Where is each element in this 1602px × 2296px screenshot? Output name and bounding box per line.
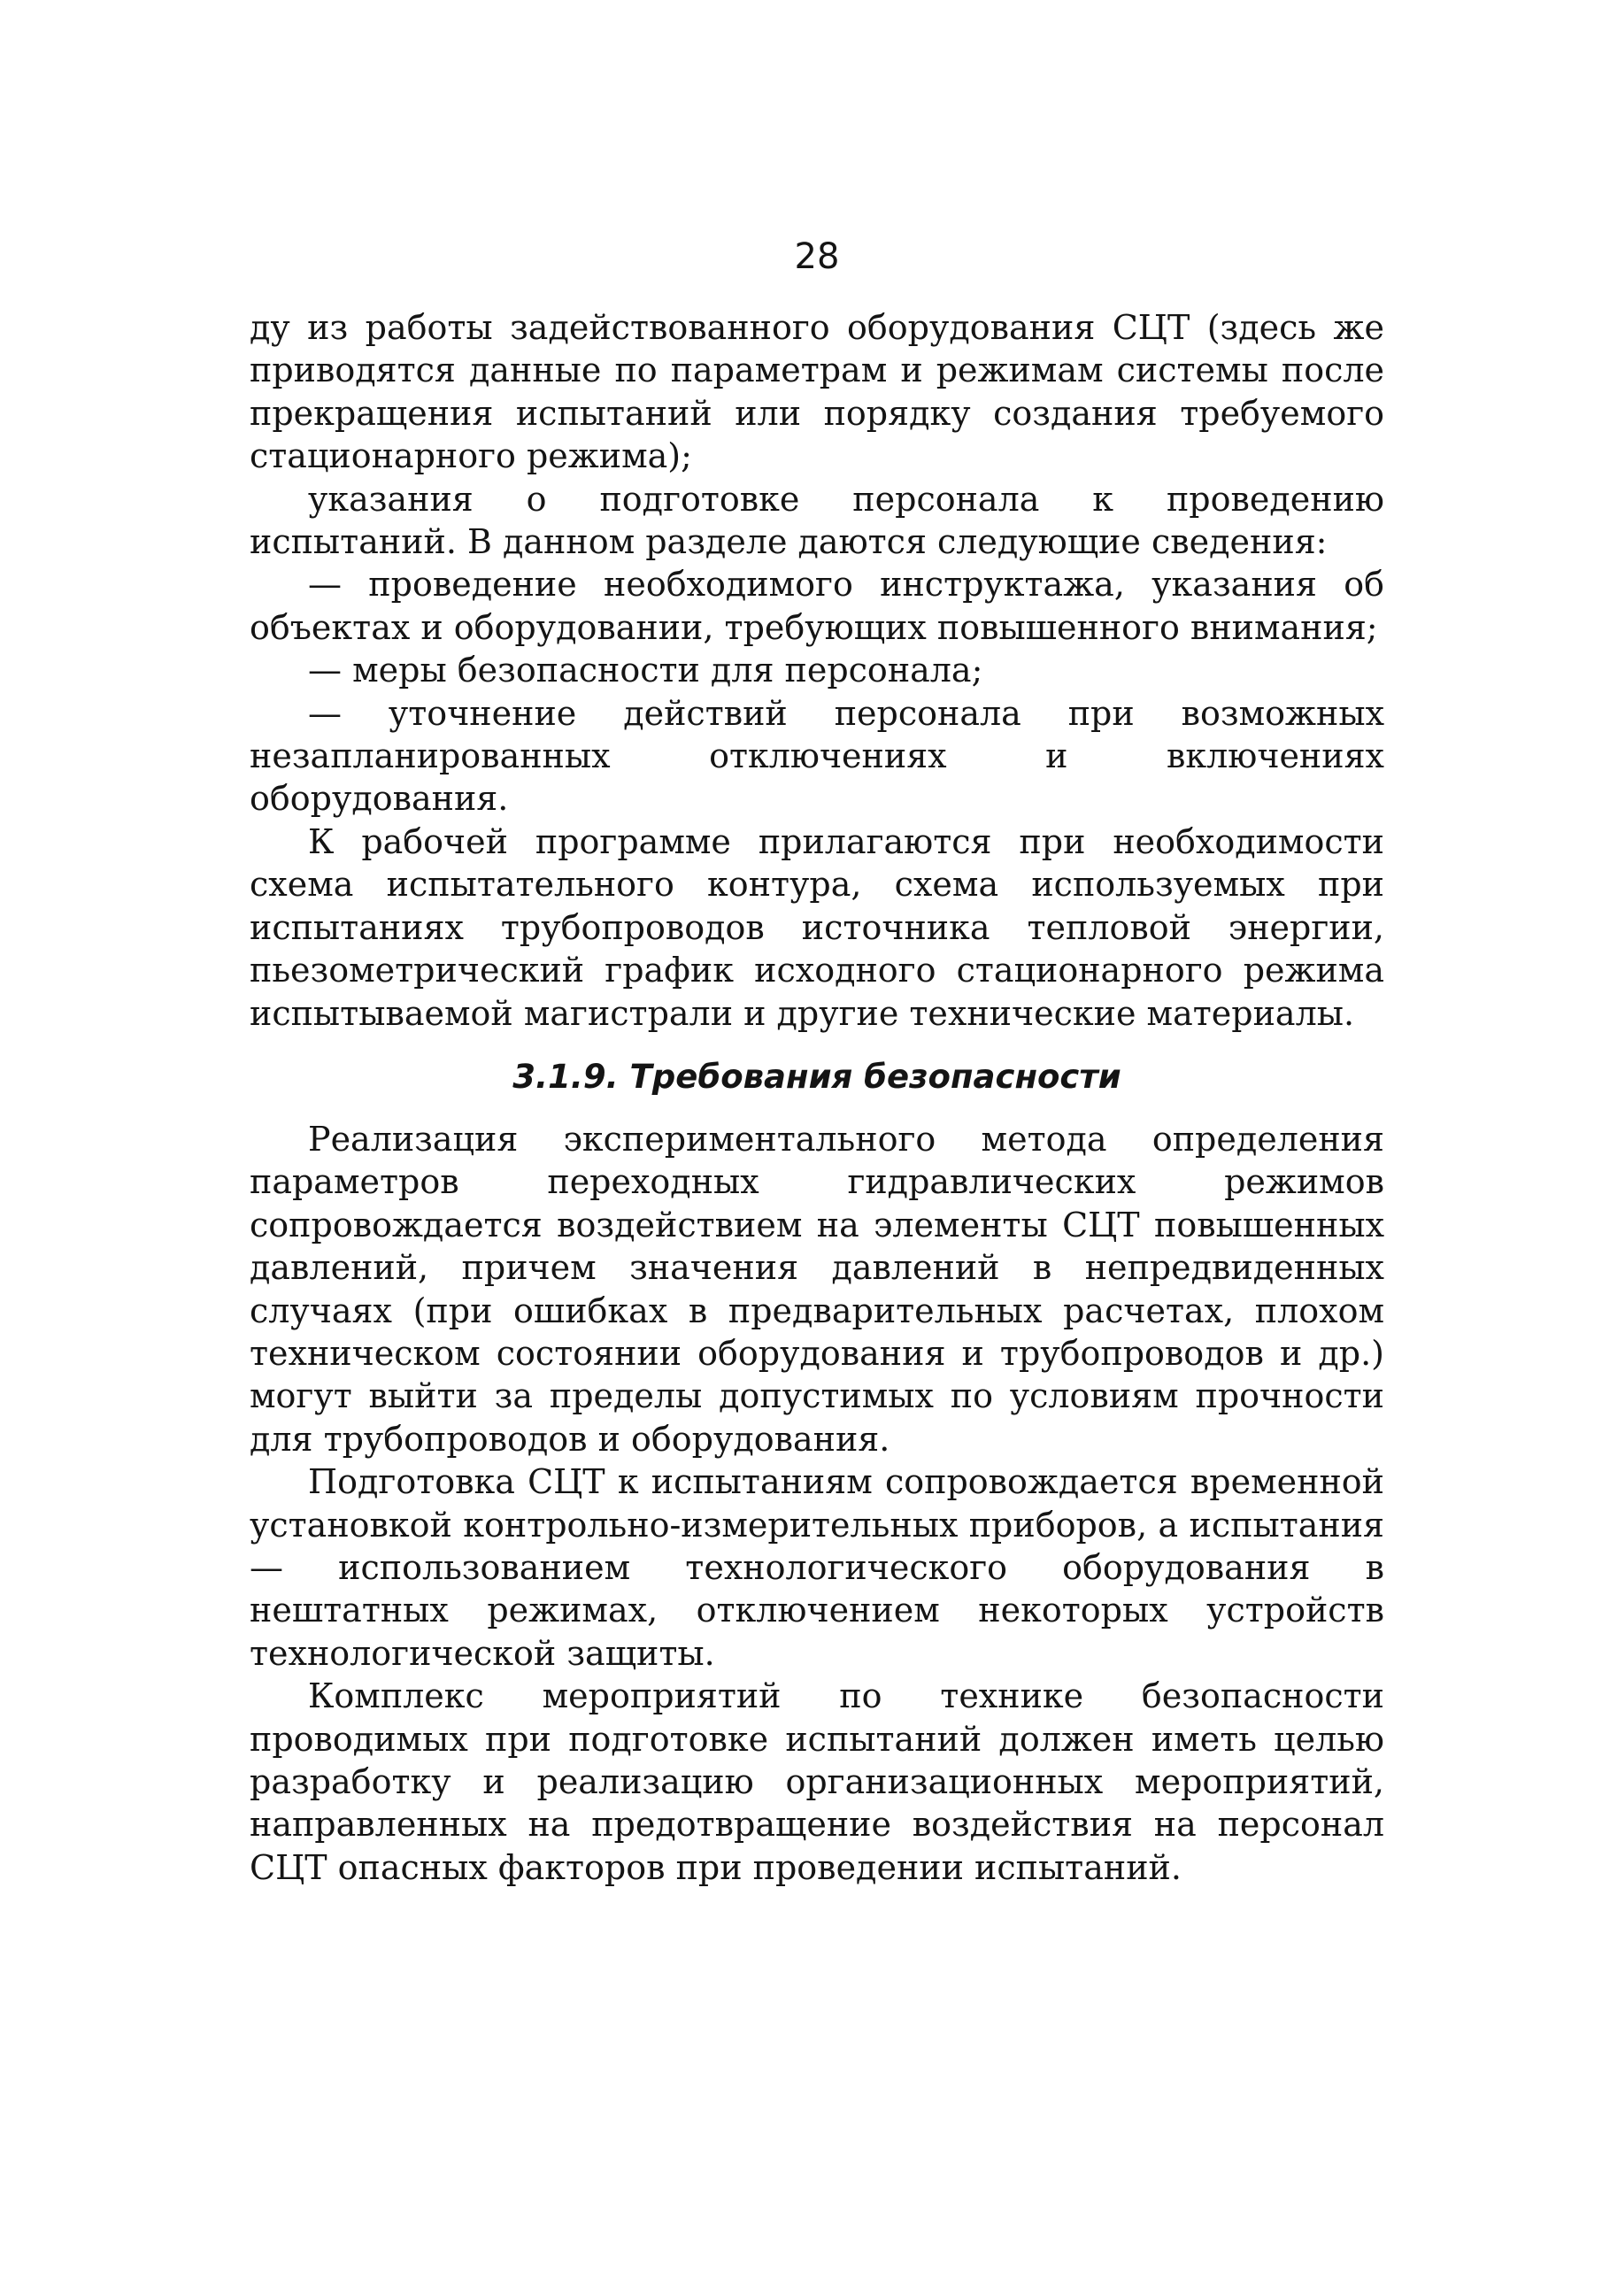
- list-item-briefing: — проведение необходимого инструктажа, указания об объектах и оборудовании, требующих повышенного внимания;: [250, 565, 1384, 647]
- section-heading: 3.1.9. Требования безопасности: [512, 1057, 1121, 1096]
- list-item-unplanned-actions: — уточнение действий персонала при возможных незапланированных отключениях и включениях оборудования.: [250, 693, 1384, 819]
- paragraph-attachments: К рабочей программе прилагаются при необходимости схема испытательного контура, схема используемых при испытаниях трубопроводов источника тепловой энергии, пьезометрический график исходного стационарного режима испытываемой магистрали и другие технические материалы.: [250, 821, 1384, 1033]
- document-page: [250, 0, 1384, 2296]
- page-number: 28: [794, 236, 840, 277]
- paragraph-personnel-instructions: указания о подготовке персонала к проведению испытаний. В данном разделе даются следующие сведения:: [250, 479, 1384, 562]
- page-content: [250, 306, 1384, 1889]
- paragraph-safety-pressures: Реализация экспериментального метода определения параметров переходных гидравлических режимов сопровождается воздействием на элементы СЦТ повышенных давлений, причем значения давлений в непредвиденных случаях (при ошибках в предварительных расчетах, плохом техническом состоянии оборудования и трубопроводов и др.) могут выйти за пределы допустимых по условиям прочности для трубопроводов и оборудования.: [250, 1119, 1384, 1459]
- paragraph-safety-measures-complex: Комплекс мероприятий по технике безопасности проводимых при подготовке испытаний должен иметь целью разработку и реализацию организационных мероприятий, направленных на предотвращение воздействия на персонал СЦТ опасных факторов при проведении испытаний.: [250, 1676, 1384, 1887]
- paragraph-safety-preparation: Подготовка СЦТ к испытаниям сопровождается временной установкой контрольно-измерительных приборов, а испытания — использованием технологического оборудования в нештатных режимах, отключением некоторых устройств технологической защиты.: [250, 1462, 1384, 1673]
- list-item-safety-measures: — меры безопасности для персонала;: [308, 651, 983, 690]
- paragraph-continuation: ду из работы задействованного оборудования СЦТ (здесь же приводятся данные по параметрам и режимам системы после прекращения испытаний или порядку создания требуемого стационарного режима);: [250, 308, 1384, 476]
